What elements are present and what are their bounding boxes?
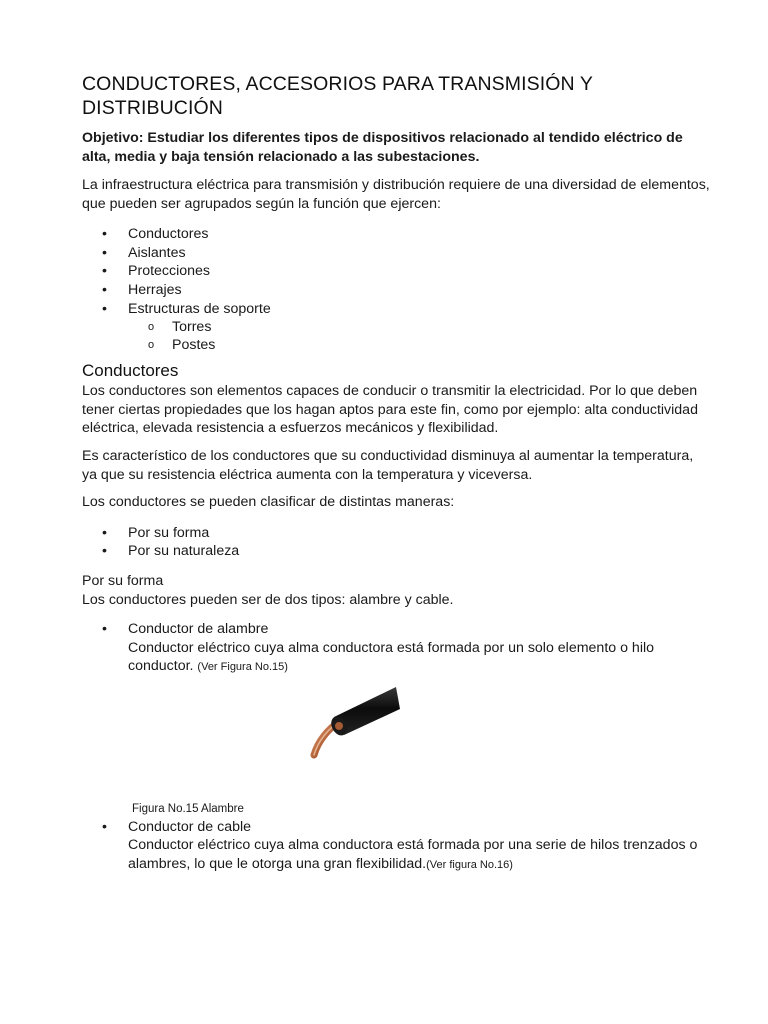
list-item: • Herrajes bbox=[82, 281, 712, 300]
sublist-item: o Postes bbox=[128, 336, 712, 354]
wire-name: • Conductor de alambre bbox=[128, 621, 269, 638]
document-page bbox=[82, 72, 712, 875]
wire-list bbox=[82, 620, 712, 677]
list-item bbox=[82, 620, 712, 677]
cable-list bbox=[82, 818, 712, 875]
list-item: • Protecciones bbox=[82, 262, 712, 281]
section-heading: Conductores bbox=[82, 361, 179, 381]
section-paragraph: Los conductores son elementos capaces de conducir o transmitir la electricidad. Por lo que deben tener ciertas propiedades que los hagan aptos para este fin, como por ejemplo: alta conductividad eléctrica, elevada resistencia a esfuerzos mecánicos y flexibilidad. bbox=[82, 383, 698, 437]
classification-list bbox=[82, 524, 712, 561]
copper-wire-image bbox=[304, 685, 404, 767]
support-structures-sublist bbox=[128, 318, 712, 354]
section-paragraph: Es característico de los conductores que su conductividad disminuya al aumentar la temperatura, ya que su resistencia eléctrica aumenta con la temperatura y viceversa. bbox=[82, 447, 694, 483]
sublist-item: o Torres bbox=[128, 318, 712, 336]
list-item: • Aislantes bbox=[82, 244, 712, 263]
list-item: • Conductores bbox=[82, 225, 712, 244]
cable-name: • Conductor de cable bbox=[128, 818, 252, 835]
form-heading: Por su forma bbox=[82, 572, 164, 589]
list-item: • Por su forma bbox=[82, 524, 712, 543]
figure-caption: Figura No.15 Alambre bbox=[132, 802, 244, 815]
objective-paragraph: Objetivo: Estudiar los diferentes tipos de dispositivos relacionado al tendido eléctrico de alta, media y baja tensión relacionado a las subestaciones. bbox=[82, 130, 683, 165]
list-item: • Estructuras de soporte o Torres o Postes bbox=[82, 300, 712, 355]
list-item bbox=[82, 818, 712, 875]
form-intro: Los conductores pueden ser de dos tipos: alambre y cable. bbox=[82, 591, 454, 608]
wire-figure bbox=[82, 683, 712, 801]
list-item: • Por su naturaleza bbox=[82, 542, 712, 561]
cable-description: Conductor eléctrico cuya alma conductora está formada por una serie de hilos trenzados o alambres, lo que le otorga una gran flexibilidad.(Ver figura No.16) bbox=[128, 837, 698, 873]
section-paragraph: Los conductores se pueden clasificar de distintas maneras: bbox=[82, 494, 455, 511]
wire-description: Conductor eléctrico cuya alma conductora está formada por un solo elemento o hilo conductor. (Ver Figura No.15) bbox=[128, 639, 655, 675]
intro-paragraph: La infraestructura eléctrica para transmisión y distribución requiere de una diversidad de elementos, que pueden ser agrupados según la función que ejercen: bbox=[82, 177, 710, 212]
elements-list bbox=[82, 225, 712, 354]
figure-reference: (Ver Figura No.15) bbox=[197, 661, 288, 674]
figure-reference: (Ver figura No.16) bbox=[426, 859, 513, 872]
page-title: CONDUCTORES, ACCESORIOS PARA TRANSMISIÓN Y DISTRIBUCIÓN bbox=[82, 73, 593, 119]
